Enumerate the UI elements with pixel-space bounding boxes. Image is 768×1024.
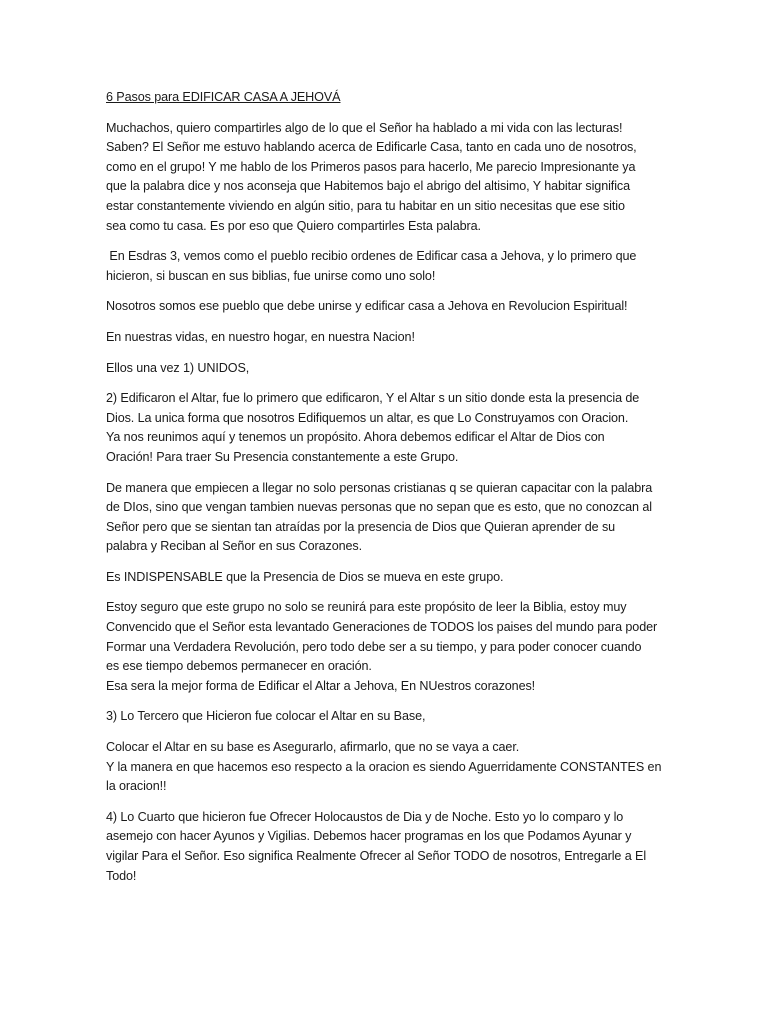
paragraph-line: Convencido que el Señor esta levantado Generaciones de TODOS los paises del mundo para poder [106,620,658,635]
paragraph-esdras [106,247,662,286]
paragraph-line: Oración! Para traer Su Presencia constantemente a este Grupo. [106,449,459,464]
paragraph-line: sea como tu casa. Es por eso que Quiero compartirles Esta palabra. [106,218,481,233]
paragraph-colocar [106,738,662,797]
paragraph-line: como en el grupo! Y me hablo de los Primeros pasos para hacerlo, Me parecio Impresionante ya [106,159,636,174]
paragraph-step-1 [106,359,662,379]
paragraph-line: palabra y Reciban al Señor en sus Corazones. [106,539,363,554]
paragraph-indispensable [106,568,662,588]
paragraph-line: En Esdras 3, vemos como el pueblo recibio ordenes de Edificar casa a Jehova, y lo primero que [106,249,637,264]
paragraph-line: Dios. La unica forma que nosotros Edifiquemos un altar, es que Lo Construyamos con Oracion. [106,410,629,425]
paragraph-line: hicieron, si buscan en sus biblias, fue unirse como uno solo! [106,268,436,283]
paragraph-line: estar constantemente viviendo en algún sitio, para tu habitar en un sitio necesitas que ese sitio [106,198,625,213]
paragraph-line: Todo! [106,868,137,883]
document-title: 6 Pasos para EDIFICAR CASA A JEHOVÁ [106,90,341,104]
paragraph-line: Muchachos, quiero compartirles algo de lo que el Señor ha hablado a mi vida con las lecturas! [106,120,623,135]
paragraph-line: 2) Edificaron el Altar, fue lo primero que edificaron, Y el Altar s un sitio donde esta la presencia de [106,391,640,406]
paragraph-step-4 [106,808,662,886]
paragraph-step-2 [106,389,662,467]
paragraph-line: de DIos, sino que vengan tambien nuevas personas que no sepan que es esto, que no conozcan al [106,500,652,515]
paragraph-line: En nuestras vidas, en nuestro hogar, en nuestra Nacion! [106,329,415,344]
paragraph-line: De manera que empiecen a llegar no solo personas cristianas q se quieran capacitar con la palabra [106,480,653,495]
paragraph-line: 3) Lo Tercero que Hicieron fue colocar el Altar en su Base, [106,709,426,724]
paragraph-step-3 [106,707,662,727]
paragraph-line: Saben? El Señor me estuvo hablando acerca de Edificarle Casa, tanto en cada uno de nosotros, [106,140,637,155]
document-page [106,88,662,897]
paragraph-line: Formar una Verdadera Revolución, pero todo debe ser a su tiempo, y para poder conocer cuando [106,639,642,654]
paragraph-line: que la palabra dice y nos aconseja que Habitemos bajo el abrigo del altisimo, Y habitar significa [106,179,630,194]
paragraph-intro [106,119,662,237]
paragraph-line: Ellos una vez 1) UNIDOS, [106,360,250,375]
paragraph-line: 4) Lo Cuarto que hicieron fue Ofrecer Holocaustos de Dia y de Noche. Esto yo lo comparo y lo [106,809,624,824]
paragraph-line: Colocar el Altar en su base es Asegurarlo, afirmarlo, que no se vaya a caer. [106,740,520,755]
paragraph-line: Es INDISPENSABLE que la Presencia de Dios se mueva en este grupo. [106,569,504,584]
paragraph-line: asemejo con hacer Ayunos y Vigilias. Debemos hacer programas en los que Podamos Ayunar y [106,829,632,844]
paragraph-line: vigilar Para el Señor. Eso significa Realmente Ofrecer al Señor TODO de nosotros, Entregarle a El [106,849,647,863]
paragraph-line: la oracion!! [106,779,167,794]
paragraph-manera [106,479,662,557]
paragraph-line: Señor pero que se sientan tan atraídas por la presencia de Dios que Quieran aprender de su [106,519,616,534]
paragraph-line: Estoy seguro que este grupo no solo se reunirá para este propósito de leer la Biblia, estoy muy [106,600,627,615]
paragraph-line: es ese tiempo debemos permanecer en oración. [106,659,372,674]
paragraph-pueblo [106,297,662,317]
paragraph-line: Nosotros somos ese pueblo que debe unirse y edificar casa a Jehova en Revolucion Espiritual! [106,299,628,314]
paragraph-line: Y la manera en que hacemos eso respecto a la oracion es siendo Aguerridamente CONSTANTES en [106,759,662,774]
paragraph-line: Ya nos reunimos aquí y tenemos un propósito. Ahora debemos edificar el Altar de Dios con [106,430,605,445]
paragraph-vidas [106,328,662,348]
paragraph-seguro [106,598,662,696]
paragraph-line: Esa sera la mejor forma de Edificar el Altar a Jehova, En NUestros corazones! [106,678,536,693]
